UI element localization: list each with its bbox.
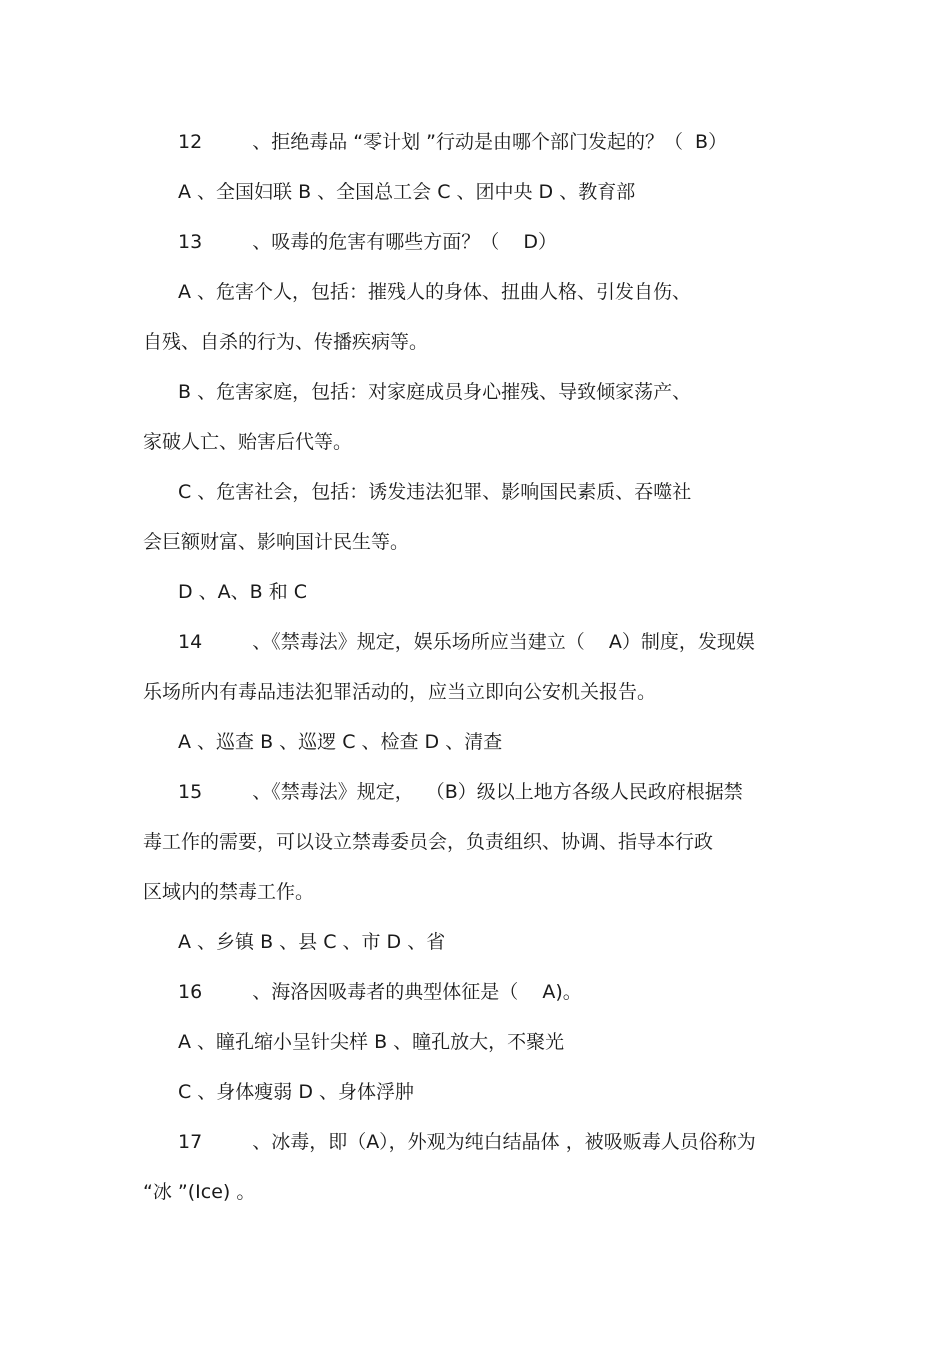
question-16-options-line-1: A 、瞳孔缩小呈针尖样 B 、瞳孔放大，不聚光 (178, 1031, 565, 1053)
question-14-text-line-2: 乐场所内有毒品违法犯罪活动的，应当立即向公安机关报告。 (143, 681, 657, 703)
question-text: 、拒绝毒品 “零计划 ”行动是由哪个部门发起的？（ B） (252, 131, 728, 153)
option-b-line-2: 家破人亡、贻害后代等。 (143, 431, 353, 453)
question-number: 15 (178, 781, 203, 803)
question-13 (178, 229, 557, 255)
question-12 (178, 129, 727, 155)
question-15-text-line-2: 毒工作的需要，可以设立禁毒委员会，负责组织、协调、指导本行政 (143, 831, 714, 853)
question-text: 、《禁毒法》规定，娱乐场所应当建立（ A）制度，发现娱 (252, 631, 755, 653)
option-c-line-1: C 、危害社会，包括：诱发违法犯罪、影响国民素质、吞噬社 (178, 481, 692, 503)
option-b-line-1: B 、危害家庭，包括：对家庭成员身心摧残、导致倾家荡产、 (178, 381, 692, 403)
question-text: 、海洛因吸毒者的典型体征是（ A)。 (252, 981, 582, 1003)
question-14-options: A 、巡查 B 、巡逻 C 、检查 D 、清查 (178, 731, 503, 753)
question-text: 、吸毒的危害有哪些方面？（ D） (252, 231, 557, 253)
question-number: 14 (178, 631, 203, 653)
question-16-options-line-2: C 、身体瘦弱 D 、身体浮肿 (178, 1081, 415, 1103)
option-a-line-2: 自残、自杀的行为、传播疾病等。 (143, 331, 429, 353)
option-c-line-2: 会巨额财富、影响国计民生等。 (143, 531, 410, 553)
option-d: D 、A、B 和 C (178, 581, 308, 603)
question-16 (178, 979, 582, 1005)
question-text: 、冰毒，即（A），外观为纯白结晶体 ，被吸贩毒人员俗称为 (252, 1131, 756, 1153)
question-number: 13 (178, 231, 203, 253)
question-number: 16 (178, 981, 203, 1003)
question-15 (178, 779, 743, 805)
question-12-options: A 、全国妇联 B 、全国总工会 C 、团中央 D 、教育部 (178, 181, 636, 203)
question-14 (178, 629, 755, 655)
question-15-text-line-3: 区域内的禁毒工作。 (143, 881, 315, 903)
question-17-text-line-2: “冰 ”(Ice) 。 (143, 1181, 256, 1203)
question-15-options: A 、乡镇 B 、县 C 、市 D 、省 (178, 931, 446, 953)
question-number: 12 (178, 131, 203, 153)
question-text: 、《禁毒法》规定， （B）级以上地方各级人民政府根据禁 (252, 781, 743, 803)
question-17 (178, 1129, 756, 1155)
question-number: 17 (178, 1131, 203, 1153)
option-a-line-1: A 、危害个人，包括：摧残人的身体、扭曲人格、引发自伤、 (178, 281, 692, 303)
